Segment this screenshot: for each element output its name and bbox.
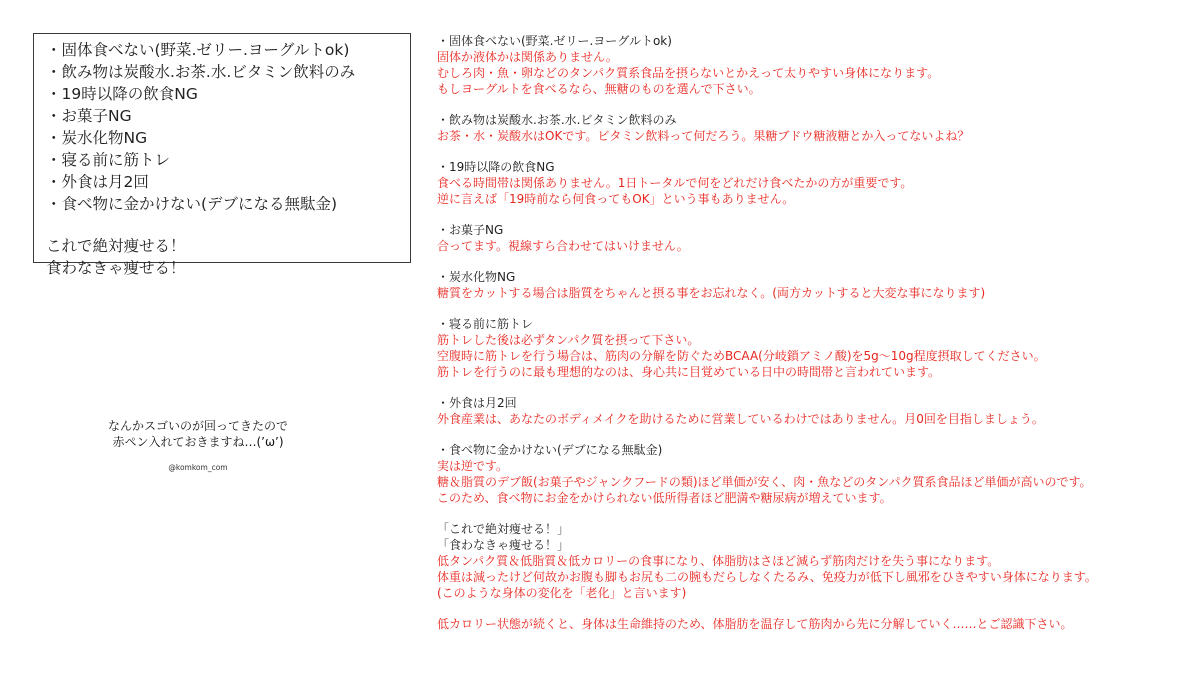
comment-block (80, 418, 316, 450)
note-section (437, 269, 1187, 301)
correction-text: 空腹時に筋トレを行う場合は、筋肉の分解を防ぐためBCAA(分岐鎖アミノ酸)を5g〜10g程度摂取してください。 (437, 349, 1046, 363)
closing-line: これで絶対痩せる！ (46, 237, 186, 255)
note-section (437, 316, 1187, 380)
note-heading: ・外食は月2回 (437, 396, 517, 410)
note-heading: ・食べ物に金かけない(デブになる無駄金) (437, 443, 663, 457)
note-heading: ・お菓子NG (437, 223, 504, 237)
note-section (437, 33, 1187, 97)
correction-text: 筋トレした後は必ずタンパク質を摂って下さい。 (437, 333, 700, 347)
list-item: ・飲み物は炭酸水.お茶.水.ビタミン飲料のみ (46, 63, 356, 81)
note-section (437, 616, 1187, 632)
correction-text: 食べる時間帯は関係ありません。1日トータルで何をどれだけ食べたかの方が重要です。 (437, 176, 913, 190)
list-item: ・お菓子NG (46, 107, 132, 125)
correction-text: 糖質をカットする場合は脂質をちゃんと摂る事をお忘れなく。(両方カットすると大変な事になります) (437, 286, 986, 300)
comment-line: なんかスゴいのが回ってきたので (107, 419, 288, 433)
correction-text: 低カロリー状態が続くと、身体は生命維持のため、体脂肪を温存して筋肉から先に分解していく……とご認識下さい。 (437, 617, 1073, 631)
list-item: ・19時以降の飲食NG (46, 85, 198, 103)
list-item: ・固体食べない(野菜.ゼリー.ヨーグルトok) (46, 41, 350, 59)
note-heading: ・炭水化物NG (437, 270, 516, 284)
note-section (437, 521, 1187, 601)
note-heading: ・固体食べない(野菜.ゼリー.ヨーグルトok) (437, 34, 672, 48)
list-item: ・炭水化物NG (46, 129, 148, 147)
note-heading: 「食わなきゃ痩せる！」 (437, 538, 570, 552)
spacer (46, 215, 410, 235)
correction-text: (このような身体の変化を「老化」と言います) (437, 586, 687, 600)
list-item: ・寝る前に筋トレ (46, 151, 171, 169)
list-item: ・外食は月2回 (46, 173, 149, 191)
correction-text: 合ってます。視線すら合わせてはいけません。 (437, 239, 689, 253)
note-section (437, 159, 1187, 207)
comment-line: 赤ペン入れておきますね…(’ω’) (112, 435, 284, 449)
correction-text: むしろ肉・魚・卵などのタンパク質系食品を摂らないとかえって太りやすい身体になります。 (437, 66, 940, 80)
red-pen-notes (437, 33, 1187, 647)
correction-text: 逆に言えば「19時前なら何食ってもOK」という事もありません。 (437, 192, 795, 206)
correction-text: 外食産業は、あなたのボディメイクを助けるために営業しているわけではありません。月0回を目指しましょう。 (437, 412, 1044, 426)
correction-text: 固体か液体かは関係ありません。 (437, 50, 618, 64)
note-heading: 「これで絶対痩せる！」 (437, 522, 570, 536)
correction-text: 糖＆脂質のデブ飯(お菓子やジャンクフードの類)ほど単価が安く、肉・魚などのタンパク質系食品ほど単価が高いのです。 (437, 475, 1092, 489)
correction-text: このため、食べ物にお金をかけられない低所得者ほど肥満や糖尿病が増えています。 (437, 491, 892, 505)
note-heading: ・19時以降の飲食NG (437, 160, 555, 174)
note-section (437, 442, 1187, 506)
correction-text: 体重は減ったけど何故かお腹も脚もお尻も二の腕もだらしなくたるみ、免疫力が低下し風邪をひきやすい身体になります。 (437, 570, 1097, 584)
note-section (437, 222, 1187, 254)
note-section (437, 395, 1187, 427)
correction-text: 筋トレを行うのに最も理想的なのは、身心共に目覚めている日中の時間帯と言われています。 (437, 365, 941, 379)
correction-text: 実は逆です。 (437, 459, 509, 473)
correction-text: もしヨーグルトを食べるなら、無糖のものを選んで下さい。 (437, 82, 761, 96)
correction-text: 低タンパク質＆低脂質＆低カロリーの食事になり、体脂肪はさほど減らず筋肉だけを失う事になります。 (437, 554, 1000, 568)
closing-line: 食わなきゃ痩せる！ (46, 259, 186, 277)
author-credit: @komkom_com (168, 463, 228, 472)
note-heading: ・飲み物は炭酸水.お茶.水.ビタミン飲料のみ (437, 113, 677, 127)
correction-text: お茶・水・炭酸水はOKです。ビタミン飲料って何だろう。果糖ブドウ糖液糖とか入ってないよね？ (437, 129, 970, 143)
list-item: ・食べ物に金かけない(デブになる無駄金) (46, 195, 338, 213)
note-section (437, 112, 1187, 144)
original-list-box (33, 33, 411, 277)
note-heading: ・寝る前に筋トレ (437, 317, 534, 331)
